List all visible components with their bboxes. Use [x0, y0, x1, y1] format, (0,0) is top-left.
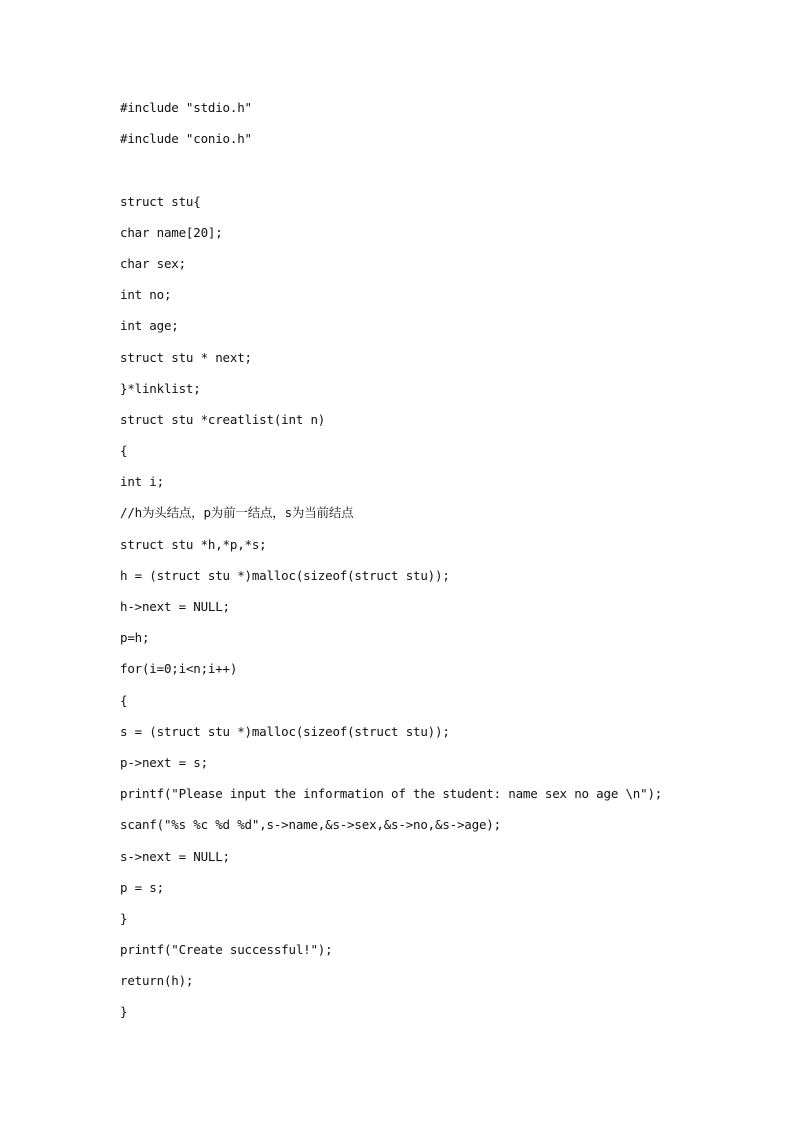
code-line: char name[20];: [120, 224, 223, 240]
code-line: p = s;: [120, 879, 164, 895]
code-line: scanf("%s %c %d %d",s->name,&s->sex,&s->no,&s->age);: [120, 817, 501, 833]
code-line: struct stu * next;: [120, 349, 252, 365]
code-line: #include "stdio.h": [120, 100, 252, 115]
code-line: }: [120, 910, 128, 926]
code-line: int no;: [120, 287, 172, 303]
code-line: struct stu{: [120, 193, 201, 209]
code-line: p->next = s;: [120, 754, 208, 770]
blank-line: [120, 162, 662, 193]
code-line: p=h;: [120, 630, 150, 646]
code-line: int age;: [120, 318, 179, 334]
code-comment-line: //h为头结点，p为前一结点，s为当前结点: [120, 505, 354, 521]
code-line: }*linklist;: [120, 380, 201, 396]
code-line: for(i=0;i<n;i++): [120, 661, 238, 677]
code-line: printf("Create successful!");: [120, 942, 333, 958]
code-line: #include "conio.h": [120, 131, 252, 147]
code-line: }: [120, 1004, 128, 1020]
code-line: struct stu *creatlist(int n): [120, 411, 326, 427]
code-line: {: [120, 443, 128, 459]
code-line: {: [120, 692, 128, 708]
code-line: struct stu *h,*p,*s;: [120, 536, 267, 552]
code-line: h->next = NULL;: [120, 599, 230, 614]
code-listing: [120, 100, 662, 1036]
code-line: printf("Please input the information of the student: name sex no age \n");: [120, 786, 663, 802]
code-line: s->next = NULL;: [120, 848, 230, 864]
code-line: char sex;: [120, 255, 186, 271]
code-line: int i;: [120, 474, 164, 490]
code-line: s = (struct stu *)malloc(sizeof(struct stu));: [120, 723, 450, 739]
code-line: return(h);: [120, 973, 194, 989]
code-line: h = (struct stu *)malloc(sizeof(struct stu));: [120, 567, 450, 583]
